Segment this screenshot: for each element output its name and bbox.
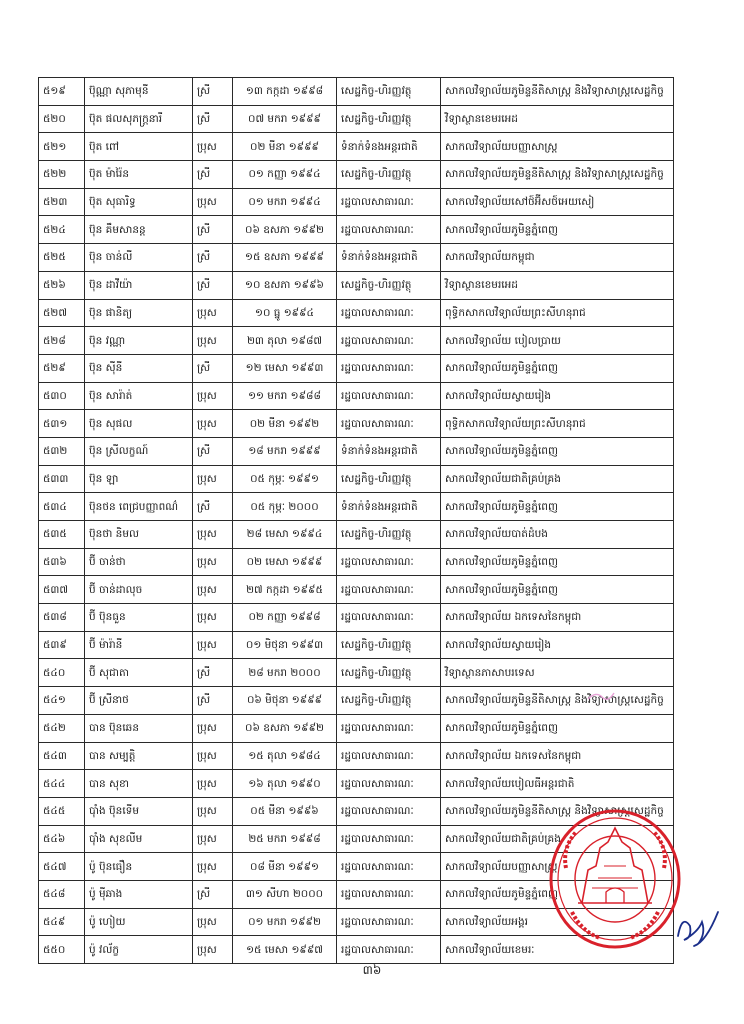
- sex-cell: ស្រី: [193, 354, 233, 382]
- full-name-cell: ប៊ុត ផលសុភក្ត្រនារី: [85, 105, 193, 133]
- major-cell: រដ្ឋបាលសាធារណៈ: [337, 382, 441, 410]
- university-cell: សាកលវិទ្យាល័យជាតិគ្រប់គ្រង: [441, 825, 674, 853]
- sex-cell: ប្រុស: [193, 133, 233, 161]
- full-name-cell: បាន សម្បត្តិ: [85, 742, 193, 770]
- pink-ink-mark: [586, 688, 616, 702]
- row-number-cell: ៥២៤: [39, 216, 85, 244]
- major-cell: រដ្ឋបាលសាធារណៈ: [337, 770, 441, 798]
- table-row: [39, 244, 674, 272]
- university-cell: សាកលវិទ្យាល័យបញ្ញាសាស្ត្រ: [441, 853, 674, 881]
- full-name-cell: ប៊ុន សារ៉ាត់: [85, 382, 193, 410]
- sex-cell: ប្រុស: [193, 825, 233, 853]
- sex-cell: ប្រុស: [193, 714, 233, 742]
- table-row: [39, 216, 674, 244]
- full-name-cell: ប៉ាំង ប៊ុនទើម: [85, 797, 193, 825]
- sex-cell: ស្រី: [193, 880, 233, 908]
- date-of-birth-cell: ២៨ មេសា ១៩៩៤: [233, 521, 337, 549]
- full-name-cell: ប៊ុន វណ្ណា: [85, 327, 193, 355]
- university-cell: សាកលវិទ្យាល័យភូមិន្ទភ្នំពេញ: [441, 437, 674, 465]
- university-cell: សាកលវិទ្យាល័យ បៀលប្រាយ: [441, 327, 674, 355]
- table-row: [39, 105, 674, 133]
- major-cell: សេដ្ឋកិច្ច-ហិរញ្ញវត្ថុ: [337, 521, 441, 549]
- sex-cell: ប្រុស: [193, 631, 233, 659]
- date-of-birth-cell: ០៥ កុម្ភៈ ១៩៩១: [233, 465, 337, 493]
- table-row: [39, 410, 674, 438]
- table-row: [39, 770, 674, 798]
- row-number-cell: ៥៤០: [39, 659, 85, 687]
- date-of-birth-cell: ២៧ កក្កដា ១៩៩៥: [233, 576, 337, 604]
- row-number-cell: ៥៣៧: [39, 576, 85, 604]
- major-cell: រដ្ឋបាលសាធារណៈ: [337, 188, 441, 216]
- date-of-birth-cell: ៣១ សីហា ២០០០: [233, 880, 337, 908]
- full-name-cell: បាន សុខា: [85, 770, 193, 798]
- full-name-cell: ប៊ុន គឹមសានន្ត: [85, 216, 193, 244]
- table-row: [39, 161, 674, 189]
- sex-cell: ប្រុស: [193, 410, 233, 438]
- row-number-cell: ៥៣២: [39, 437, 85, 465]
- row-number-cell: ៥២០: [39, 105, 85, 133]
- university-cell: សាកលវិទ្យាល័យ ឯកទេសនៃកម្ពុជា: [441, 604, 674, 632]
- major-cell: រដ្ឋបាលសាធារណៈ: [337, 880, 441, 908]
- full-name-cell: ប៉ូ ហៀយ: [85, 908, 193, 936]
- full-name-cell: ប៊ី ចាន់ថា: [85, 548, 193, 576]
- university-cell: ពុទ្ធិកសាកលវិទ្យាល័យព្រះសីហនុរាជ: [441, 410, 674, 438]
- row-number-cell: ៥២១: [39, 133, 85, 161]
- row-number-cell: ៥៤៧: [39, 853, 85, 881]
- university-cell: សាកលវិទ្យាល័យសៅថ៍អ៊ីសថ៍អេយសៀ: [441, 188, 674, 216]
- major-cell: រដ្ឋបាលសាធារណៈ: [337, 936, 441, 964]
- full-name-cell: ប៊ី ប៊ុនធួន: [85, 604, 193, 632]
- official-seal: [548, 808, 682, 950]
- date-of-birth-cell: ០៥ កុម្ភៈ ២០០០: [233, 493, 337, 521]
- table-row: [39, 354, 674, 382]
- university-cell: សាកលវិទ្យាល័យភូមិន្ទនីតិសាស្ត្រ និងវិទ្យាសាស្ត្រសេដ្ឋកិច្ច: [441, 78, 674, 106]
- sex-cell: ស្រី: [193, 244, 233, 272]
- full-name-cell: ប៊ុនថន ពេជ្របញ្ញាពណ៌: [85, 493, 193, 521]
- row-number-cell: ៥២៧: [39, 299, 85, 327]
- major-cell: សេដ្ឋកិច្ច-ហិរញ្ញវត្ថុ: [337, 271, 441, 299]
- table-row: [39, 714, 674, 742]
- full-name-cell: ប៉ូ វល័ក្ខ: [85, 936, 193, 964]
- date-of-birth-cell: ០២ កញ្ញា ១៩៩៨: [233, 604, 337, 632]
- row-number-cell: ៥៣១: [39, 410, 85, 438]
- table-row: [39, 604, 674, 632]
- date-of-birth-cell: ០២ មីនា ១៩៩២: [233, 410, 337, 438]
- major-cell: រដ្ឋបាលសាធារណៈ: [337, 216, 441, 244]
- sex-cell: ប្រុស: [193, 853, 233, 881]
- sex-cell: ស្រី: [193, 437, 233, 465]
- full-name-cell: ប៊ុណ្ណា សុភាមុនី: [85, 78, 193, 106]
- date-of-birth-cell: ១៣ កក្កដា ១៩៩៨: [233, 78, 337, 106]
- major-cell: សេដ្ឋកិច្ច-ហិរញ្ញវត្ថុ: [337, 631, 441, 659]
- full-name-cell: ប៉ូ ម៉ីឆាង: [85, 880, 193, 908]
- sex-cell: ស្រី: [193, 493, 233, 521]
- major-cell: រដ្ឋបាលសាធារណៈ: [337, 354, 441, 382]
- row-number-cell: ៥៤៤: [39, 770, 85, 798]
- full-name-cell: ប៉ូ ប៊ុនធឿន: [85, 853, 193, 881]
- university-cell: សាកលវិទ្យាល័យភូមិន្ទភ្នំពេញ: [441, 548, 674, 576]
- table-row: [39, 659, 674, 687]
- major-cell: សេដ្ឋកិច្ច-ហិរញ្ញវត្ថុ: [337, 659, 441, 687]
- table-row: [39, 78, 674, 106]
- sex-cell: ស្រី: [193, 216, 233, 244]
- sex-cell: ប្រុស: [193, 770, 233, 798]
- university-cell: សាកលវិទ្យាល័យភូមិន្ទភ្នំពេញ: [441, 493, 674, 521]
- date-of-birth-cell: ០៥ មីនា ១៩៩៦: [233, 797, 337, 825]
- university-cell: សាកលវិទ្យាល័យភូមិន្ទភ្នំពេញ: [441, 216, 674, 244]
- row-number-cell: ៥៣៤: [39, 493, 85, 521]
- full-name-cell: ប៊ុន ឡា: [85, 465, 193, 493]
- date-of-birth-cell: ០៦ ឧសភា ១៩៩២: [233, 216, 337, 244]
- sex-cell: ប្រុស: [193, 576, 233, 604]
- date-of-birth-cell: ១៥ តុលា ១៩៨៤: [233, 742, 337, 770]
- sex-cell: ប្រុស: [193, 797, 233, 825]
- row-number-cell: ៥៤៩: [39, 908, 85, 936]
- row-number-cell: ៥៤១: [39, 687, 85, 715]
- university-cell: ពុទ្ធិកសាកលវិទ្យាល័យព្រះសីហនុរាជ: [441, 299, 674, 327]
- date-of-birth-cell: ១០ ឧសភា ១៩៩៦: [233, 271, 337, 299]
- university-cell: សាកលវិទ្យាល័យបញ្ញាសាស្ត្រ: [441, 133, 674, 161]
- full-name-cell: ប៊ី ម៉ារ៉ានី: [85, 631, 193, 659]
- full-name-cell: ប៊ុន ចាន់លី: [85, 244, 193, 272]
- row-number-cell: ៥៣០: [39, 382, 85, 410]
- table-row: [39, 548, 674, 576]
- row-number-cell: ៥៥០: [39, 936, 85, 964]
- date-of-birth-cell: ១៨ មករា ១៩៩៩: [233, 437, 337, 465]
- row-number-cell: ៥៤៣: [39, 742, 85, 770]
- major-cell: រដ្ឋបាលសាធារណៈ: [337, 853, 441, 881]
- row-number-cell: ៥១៩: [39, 78, 85, 106]
- major-cell: សេដ្ឋកិច្ច-ហិរញ្ញវត្ថុ: [337, 78, 441, 106]
- university-cell: សាកលវិទ្យាល័យស្វាយរៀង: [441, 631, 674, 659]
- full-name-cell: ប៊ុន ស៊ីនី: [85, 354, 193, 382]
- full-name-cell: ប៊ុន ផានិត្យ: [85, 299, 193, 327]
- university-cell: សាកលវិទ្យាល័យភូមិន្ទភ្នំពេញ: [441, 714, 674, 742]
- university-cell: សាកលវិទ្យាល័យអង្គរ: [441, 908, 674, 936]
- university-cell: វិទ្យាស្ថានភាសាបរទេស: [441, 659, 674, 687]
- date-of-birth-cell: ០៧ មករា ១៩៩៩: [233, 105, 337, 133]
- major-cell: រដ្ឋបាលសាធារណៈ: [337, 327, 441, 355]
- sex-cell: ប្រុស: [193, 742, 233, 770]
- university-cell: សាកលវិទ្យាល័យភូមិន្ទនីតិសាស្ត្រ និងវិទ្យាសាស្ត្រសេដ្ឋកិច្ច: [441, 797, 674, 825]
- date-of-birth-cell: ១២ មេសា ១៩៩៣: [233, 354, 337, 382]
- university-cell: សាកលវិទ្យាល័យបាត់ដំបង: [441, 521, 674, 549]
- sex-cell: ស្រី: [193, 161, 233, 189]
- full-name-cell: ប៊ុត ពៅ: [85, 133, 193, 161]
- major-cell: សេដ្ឋកិច្ច-ហិរញ្ញវត្ថុ: [337, 105, 441, 133]
- table-row: [39, 299, 674, 327]
- university-cell: វិទ្យាស្ថានខេមរអេដ: [441, 271, 674, 299]
- sex-cell: ប្រុស: [193, 936, 233, 964]
- sex-cell: ប្រុស: [193, 188, 233, 216]
- university-cell: សាកលវិទ្យាល័យខេមរៈ: [441, 936, 674, 964]
- row-number-cell: ៥៤៨: [39, 880, 85, 908]
- major-cell: រដ្ឋបាលសាធារណៈ: [337, 410, 441, 438]
- row-number-cell: ៥៤៦: [39, 825, 85, 853]
- row-number-cell: ៥៣៦: [39, 548, 85, 576]
- row-number-cell: ៥២៩: [39, 354, 85, 382]
- row-number-cell: ៥២៣: [39, 188, 85, 216]
- row-number-cell: ៥៣៣: [39, 465, 85, 493]
- major-cell: រដ្ឋបាលសាធារណៈ: [337, 797, 441, 825]
- sex-cell: ស្រី: [193, 78, 233, 106]
- table-row: [39, 188, 674, 216]
- major-cell: រដ្ឋបាលសាធារណៈ: [337, 604, 441, 632]
- date-of-birth-cell: ០១ កញ្ញា ១៩៩៤: [233, 161, 337, 189]
- row-number-cell: ៥៣៩: [39, 631, 85, 659]
- university-cell: សាកលវិទ្យាល័យ ឯកទេសនៃកម្ពុជា: [441, 742, 674, 770]
- signature: [672, 904, 722, 952]
- full-name-cell: ប៊ី ចាន់ដាលុច: [85, 576, 193, 604]
- full-name-cell: ប៊ុន សុផល: [85, 410, 193, 438]
- full-name-cell: ប៊ុត ម៉ារ៉ៃន: [85, 161, 193, 189]
- date-of-birth-cell: ២៨ មករា ២០០០: [233, 659, 337, 687]
- university-cell: សាកលវិទ្យាល័យភូមិន្ទភ្នំពេញ: [441, 880, 674, 908]
- sex-cell: ប្រុស: [193, 465, 233, 493]
- sex-cell: ប្រុស: [193, 908, 233, 936]
- table-row: [39, 493, 674, 521]
- major-cell: ទំនាក់ទំនងអន្តរជាតិ: [337, 133, 441, 161]
- table-row: [39, 327, 674, 355]
- row-number-cell: ៥៤៥: [39, 797, 85, 825]
- table-row: [39, 271, 674, 299]
- sex-cell: ស្រី: [193, 687, 233, 715]
- date-of-birth-cell: ០២ មេសា ១៩៩៩: [233, 548, 337, 576]
- sex-cell: ស្រី: [193, 659, 233, 687]
- university-cell: សាកលវិទ្យាល័យកម្ពុជា: [441, 244, 674, 272]
- university-cell: សាកលវិទ្យាល័យភូមិន្ទភ្នំពេញ: [441, 576, 674, 604]
- date-of-birth-cell: ១៥ មេសា ១៩៩៧: [233, 936, 337, 964]
- major-cell: ទំនាក់ទំនងអន្តរជាតិ: [337, 493, 441, 521]
- major-cell: រដ្ឋបាលសាធារណៈ: [337, 714, 441, 742]
- sex-cell: ប្រុស: [193, 327, 233, 355]
- university-cell: សាកលវិទ្យាល័យភូមិន្ទនីតិសាស្ត្រ និងវិទ្យាសាស្ត្រសេដ្ឋកិច្ច: [441, 161, 674, 189]
- full-name-cell: បាន ប៊ុនឆេន: [85, 714, 193, 742]
- university-cell: សាកលវិទ្យាល័យបៀលធីអន្តរជាតិ: [441, 770, 674, 798]
- date-of-birth-cell: ១០ ធ្នូ ១៩៩៤: [233, 299, 337, 327]
- sex-cell: ប្រុស: [193, 299, 233, 327]
- date-of-birth-cell: ១៦ តុលា ១៩៩០: [233, 770, 337, 798]
- date-of-birth-cell: ១១ មករា ១៩៨៨: [233, 382, 337, 410]
- major-cell: រដ្ឋបាលសាធារណៈ: [337, 908, 441, 936]
- major-cell: រដ្ឋបាលសាធារណៈ: [337, 576, 441, 604]
- page-number: ៣៦: [362, 963, 382, 977]
- full-name-cell: ប៊ី ស្រីនាថ: [85, 687, 193, 715]
- row-number-cell: ៥៣៥: [39, 521, 85, 549]
- university-cell: សាកលវិទ្យាល័យជាតិគ្រប់គ្រង: [441, 465, 674, 493]
- row-number-cell: ៥៤២: [39, 714, 85, 742]
- sex-cell: ប្រុស: [193, 521, 233, 549]
- sex-cell: ស្រី: [193, 271, 233, 299]
- table-row: [39, 465, 674, 493]
- sex-cell: ប្រុស: [193, 604, 233, 632]
- sex-cell: ប្រុស: [193, 382, 233, 410]
- major-cell: រដ្ឋបាលសាធារណៈ: [337, 825, 441, 853]
- full-name-cell: ប៊ុន ដាវីយ៉ា: [85, 271, 193, 299]
- university-cell: សាកលវិទ្យាល័យស្វាយរៀង: [441, 382, 674, 410]
- date-of-birth-cell: ០១ មករា ១៩៩២: [233, 908, 337, 936]
- full-name-cell: ប៊ី សុជាតា: [85, 659, 193, 687]
- table-row: [39, 742, 674, 770]
- major-cell: សេដ្ឋកិច្ច-ហិរញ្ញវត្ថុ: [337, 687, 441, 715]
- major-cell: ទំនាក់ទំនងអន្តរជាតិ: [337, 244, 441, 272]
- major-cell: ទំនាក់ទំនងអន្តរជាតិ: [337, 437, 441, 465]
- row-number-cell: ៥២៥: [39, 244, 85, 272]
- date-of-birth-cell: ២៣ តុលា ១៩៨៧: [233, 327, 337, 355]
- major-cell: រដ្ឋបាលសាធារណៈ: [337, 742, 441, 770]
- full-name-cell: ប៊ុនថា និមល: [85, 521, 193, 549]
- table-row: [39, 576, 674, 604]
- table-row: [39, 687, 674, 715]
- major-cell: រដ្ឋបាលសាធារណៈ: [337, 299, 441, 327]
- full-name-cell: ប៊ុត សុធារិទ្ធ: [85, 188, 193, 216]
- sex-cell: ស្រី: [193, 105, 233, 133]
- date-of-birth-cell: ២៥ មករា ១៩៩៨: [233, 825, 337, 853]
- row-number-cell: ៥៣៨: [39, 604, 85, 632]
- major-cell: សេដ្ឋកិច្ច-ហិរញ្ញវត្ថុ: [337, 161, 441, 189]
- sex-cell: ប្រុស: [193, 548, 233, 576]
- date-of-birth-cell: ០១ មករា ១៩៩៤: [233, 188, 337, 216]
- date-of-birth-cell: ០៨ មីនា ១៩៩១: [233, 853, 337, 881]
- row-number-cell: ៥២៦: [39, 271, 85, 299]
- major-cell: រដ្ឋបាលសាធារណៈ: [337, 548, 441, 576]
- date-of-birth-cell: ០៦ មិថុនា ១៩៩៩: [233, 687, 337, 715]
- date-of-birth-cell: ០១ មិថុនា ១៩៩៣: [233, 631, 337, 659]
- full-name-cell: ប៊ុន ស្រីលក្ខណ៍: [85, 437, 193, 465]
- date-of-birth-cell: ០៦ ឧសភា ១៩៩២: [233, 714, 337, 742]
- university-cell: សាកលវិទ្យាល័យភូមិន្ទភ្នំពេញ: [441, 354, 674, 382]
- row-number-cell: ៥២២: [39, 161, 85, 189]
- table-row: [39, 133, 674, 161]
- university-cell: សាកលវិទ្យាល័យភូមិន្ទនីតិសាស្ត្រ និងវិទ្យាសាស្ត្រសេដ្ឋកិច្ច: [441, 687, 674, 715]
- table-row: [39, 382, 674, 410]
- table-row: [39, 521, 674, 549]
- full-name-cell: ប៉ាំង សុខលីម: [85, 825, 193, 853]
- table-row: [39, 631, 674, 659]
- row-number-cell: ៥២៨: [39, 327, 85, 355]
- major-cell: សេដ្ឋកិច្ច-ហិរញ្ញវត្ថុ: [337, 465, 441, 493]
- date-of-birth-cell: ១៥ ឧសភា ១៩៩៩: [233, 244, 337, 272]
- university-cell: វិទ្យាស្ថានខេមរអេដ: [441, 105, 674, 133]
- table-row: [39, 437, 674, 465]
- date-of-birth-cell: ០២ មីនា ១៩៩៩: [233, 133, 337, 161]
